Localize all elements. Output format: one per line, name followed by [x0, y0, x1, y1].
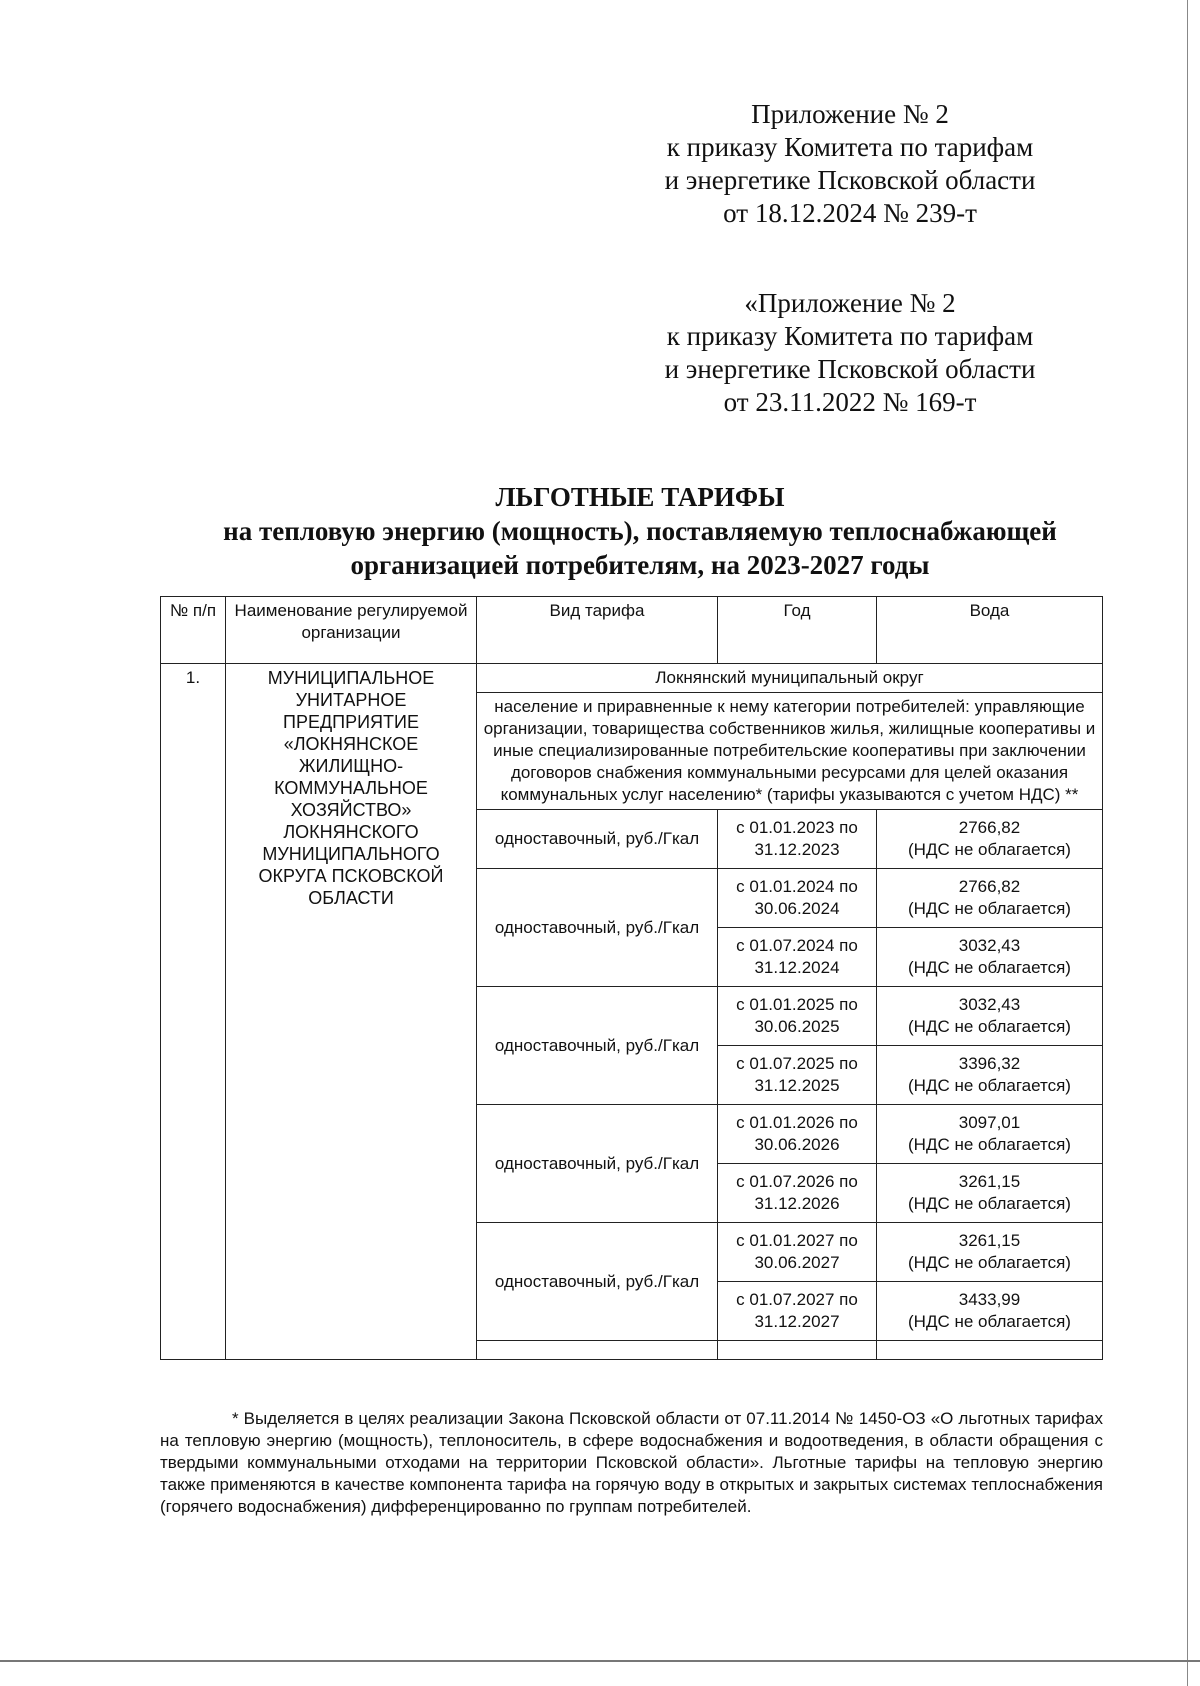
header-tariff-type: Вид тарифа — [477, 597, 718, 664]
tariff-type: одноставочный, руб./Гкал — [477, 810, 718, 869]
title-line-2: на тепловую энергию (мощность), поставляемую теплоснабжающей — [223, 516, 1057, 546]
value: 3261,15 — [958, 1172, 1021, 1191]
appendix-committee: и энергетике Псковской области — [664, 165, 1036, 195]
organization-name: МУНИЦИПАЛЬНОЕ УНИТАРНОЕ ПРЕДПРИЯТИЕ «ЛОКНЯНСКОЕ ЖИЛИЩНО-КОММУНАЛЬНОЕ ХОЗЯЙСТВО» ЛОКНЯНСКОГО МУНИЦИПАЛЬНОГО ОКРУГА ПСКОВСКОЙ ОБЛАСТИ — [226, 664, 477, 1360]
appendix-order-ref: к приказу Комитета по тарифам — [666, 321, 1034, 351]
header-water: Вода — [877, 597, 1103, 664]
tariff-value — [877, 1164, 1103, 1223]
value: 2766,82 — [958, 818, 1021, 837]
document-title — [150, 480, 1130, 582]
period: с 01.07.2024 по 31.12.2024 — [718, 928, 877, 987]
header-num: № п/п — [161, 597, 226, 664]
tariffs-table — [160, 596, 1103, 1360]
value: 2766,82 — [958, 877, 1021, 896]
table-header-row — [161, 597, 1103, 664]
consumer-category: население и приравненные к нему категории потребителей: управляющие организации, товарищества собственников жилья, жилищные кооперативы и иные специализированные потребительские кооперативы при заключении договоров снабжения коммунальными ресурсами для целей оказания коммунальных услуг населению* (тарифы указываются с учетом НДС) ** — [477, 693, 1103, 810]
footnote-text: * Выделяется в целях реализации Закона Псковской области от 07.11.2014 № 1450-ОЗ «О льготных тарифах на тепловую энергию (мощность), теплоноситель, в сфере водоснабжения и водоотведения, в области обращения с твердыми коммунальными отходами на территории Псковской области». Льготные тарифы на тепловую энергию также применяются в качестве компонента тарифа на горячую воду в открытых и закрытых системах теплоснабжения (горячего водоснабжения) дифференцированно по группам потребителей. — [160, 1409, 1103, 1516]
appendix-header-current — [630, 98, 1070, 230]
tariff-value — [877, 1046, 1103, 1105]
value: 3032,43 — [958, 995, 1021, 1014]
appendix-order-ref: к приказу Комитета по тарифам — [666, 132, 1034, 162]
vat-note: (НДС не облагается) — [908, 1076, 1071, 1095]
period: с 01.01.2026 по 30.06.2026 — [718, 1105, 877, 1164]
value: 3032,43 — [958, 936, 1021, 955]
vat-note: (НДС не облагается) — [908, 1194, 1071, 1213]
appendix-date: от 18.12.2024 № 239-т — [723, 198, 977, 228]
district-row — [161, 664, 1103, 693]
period: с 01.07.2027 по 31.12.2027 — [718, 1282, 877, 1341]
district-name: Локнянский муниципальный округ — [477, 664, 1103, 693]
tariff-type: одноставочный, руб./Гкал — [477, 987, 718, 1105]
tariff-value — [877, 810, 1103, 869]
period: с 01.01.2023 по 31.12.2023 — [718, 810, 877, 869]
empty-cell — [877, 1341, 1103, 1360]
vat-note: (НДС не облагается) — [908, 958, 1071, 977]
appendix-header-original — [630, 287, 1070, 419]
appendix-committee: и энергетике Псковской области — [664, 354, 1036, 384]
value: 3261,15 — [958, 1231, 1021, 1250]
tariff-value — [877, 928, 1103, 987]
vat-note: (НДС не облагается) — [908, 899, 1071, 918]
title-line-3: организацией потребителям, на 2023-2027 годы — [350, 550, 930, 580]
value: 3433,99 — [958, 1290, 1021, 1309]
appendix-title: «Приложение № 2 — [744, 288, 956, 318]
period: с 01.01.2027 по 30.06.2027 — [718, 1223, 877, 1282]
tariff-type: одноставочный, руб./Гкал — [477, 1223, 718, 1341]
empty-cell — [477, 1341, 718, 1360]
tariff-value — [877, 987, 1103, 1046]
empty-cell — [718, 1341, 877, 1360]
row-number: 1. — [161, 664, 226, 1360]
period: с 01.07.2025 по 31.12.2025 — [718, 1046, 877, 1105]
period: с 01.01.2025 по 30.06.2025 — [718, 987, 877, 1046]
tariff-value — [877, 1223, 1103, 1282]
tariff-type: одноставочный, руб./Гкал — [477, 1105, 718, 1223]
scan-bottom-line — [0, 1660, 1200, 1662]
vat-note: (НДС не облагается) — [908, 1017, 1071, 1036]
appendix-date: от 23.11.2022 № 169-т — [723, 387, 977, 417]
vat-note: (НДС не облагается) — [908, 1312, 1071, 1331]
value: 3396,32 — [958, 1054, 1021, 1073]
header-year: Год — [718, 597, 877, 664]
vat-note: (НДС не облагается) — [908, 1253, 1071, 1272]
tariff-type: одноставочный, руб./Гкал — [477, 869, 718, 987]
period: с 01.07.2026 по 31.12.2026 — [718, 1164, 877, 1223]
header-organization: Наименование регулируемой организации — [226, 597, 477, 664]
tariff-value — [877, 1105, 1103, 1164]
title-line-1: ЛЬГОТНЫЕ ТАРИФЫ — [495, 482, 785, 512]
footnote — [160, 1408, 1103, 1518]
vat-note: (НДС не облагается) — [908, 840, 1071, 859]
tariff-value — [877, 869, 1103, 928]
period: с 01.01.2024 по 30.06.2024 — [718, 869, 877, 928]
scan-edge-line — [1187, 0, 1188, 1686]
vat-note: (НДС не облагается) — [908, 1135, 1071, 1154]
value: 3097,01 — [958, 1113, 1021, 1132]
appendix-title: Приложение № 2 — [751, 99, 949, 129]
tariff-value — [877, 1282, 1103, 1341]
